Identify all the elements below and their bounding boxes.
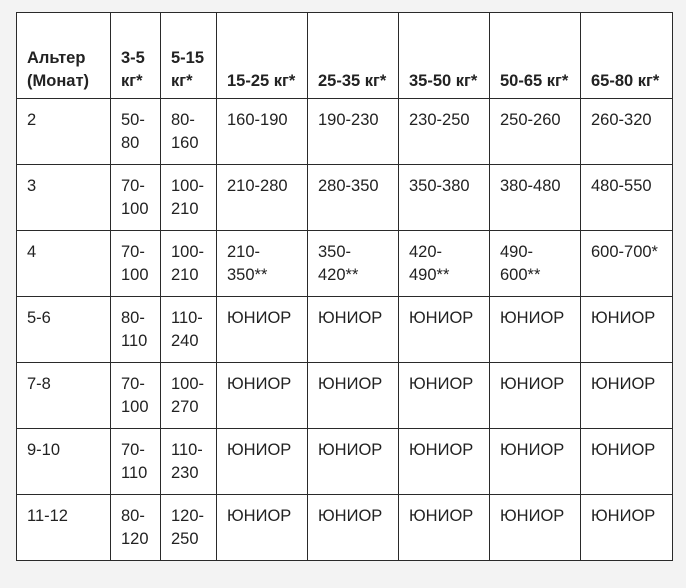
table-cell: 4 — [17, 231, 111, 297]
table-cell: 420-490** — [399, 231, 490, 297]
table-cell: ЮНИОР — [399, 363, 490, 429]
table-row — [17, 231, 673, 297]
header-cell-5-15: 5-15 кг* — [161, 13, 217, 99]
table-cell: ЮНИОР — [581, 297, 673, 363]
table-cell: ЮНИОР — [399, 495, 490, 561]
table-row — [17, 99, 673, 165]
table-cell: ЮНИОР — [308, 495, 399, 561]
table-cell: 100-270 — [161, 363, 217, 429]
table-cell: 490-600** — [490, 231, 581, 297]
table-row — [17, 495, 673, 561]
table-cell: 80-160 — [161, 99, 217, 165]
table-row — [17, 429, 673, 495]
table-cell: 70-100 — [111, 363, 161, 429]
table-cell: 70-110 — [111, 429, 161, 495]
table-cell: 250-260 — [490, 99, 581, 165]
table-cell: 100-210 — [161, 231, 217, 297]
header-row — [17, 13, 673, 99]
table-cell: ЮНИОР — [581, 363, 673, 429]
table-cell: 160-190 — [217, 99, 308, 165]
table-cell: ЮНИОР — [581, 495, 673, 561]
table-row — [17, 165, 673, 231]
table-cell: 110-230 — [161, 429, 217, 495]
table-cell: 100-210 — [161, 165, 217, 231]
table-cell: ЮНИОР — [308, 297, 399, 363]
table-row — [17, 363, 673, 429]
table-cell: 260-320 — [581, 99, 673, 165]
table-cell: 70-100 — [111, 231, 161, 297]
table-cell: 230-250 — [399, 99, 490, 165]
header-cell-50-65: 50-65 кг* — [490, 13, 581, 99]
table-cell: ЮНИОР — [490, 429, 581, 495]
table-cell: ЮНИОР — [399, 297, 490, 363]
table-cell: ЮНИОР — [581, 429, 673, 495]
table-cell: 80-120 — [111, 495, 161, 561]
table-cell: 210-280 — [217, 165, 308, 231]
table-cell: 380-480 — [490, 165, 581, 231]
table-cell: ЮНИОР — [490, 495, 581, 561]
table-cell: 210-350** — [217, 231, 308, 297]
table-cell: 120-250 — [161, 495, 217, 561]
feeding-table — [16, 12, 673, 561]
table-cell: 80-110 — [111, 297, 161, 363]
table-cell: ЮНИОР — [217, 297, 308, 363]
table-cell: 280-350 — [308, 165, 399, 231]
table-cell: ЮНИОР — [308, 429, 399, 495]
table-cell: 110-240 — [161, 297, 217, 363]
table-cell: 190-230 — [308, 99, 399, 165]
table-cell: ЮНИОР — [217, 495, 308, 561]
table-cell: ЮНИОР — [399, 429, 490, 495]
table-row — [17, 297, 673, 363]
table-cell: ЮНИОР — [490, 363, 581, 429]
header-cell-15-25: 15-25 кг* — [217, 13, 308, 99]
table-cell: 9-10 — [17, 429, 111, 495]
table-cell: 3 — [17, 165, 111, 231]
table-cell: 350-380 — [399, 165, 490, 231]
header-cell-35-50: 35-50 кг* — [399, 13, 490, 99]
table-cell: 5-6 — [17, 297, 111, 363]
table-cell: ЮНИОР — [308, 363, 399, 429]
table-cell: 70-100 — [111, 165, 161, 231]
table-cell: 2 — [17, 99, 111, 165]
table-cell: 480-550 — [581, 165, 673, 231]
table-cell: 11-12 — [17, 495, 111, 561]
header-cell-25-35: 25-35 кг* — [308, 13, 399, 99]
table-cell: 50-80 — [111, 99, 161, 165]
table-cell: 350-420** — [308, 231, 399, 297]
header-cell-age: Альтер (Монат) — [17, 13, 111, 99]
table-cell: 7-8 — [17, 363, 111, 429]
header-cell-65-80: 65-80 кг* — [581, 13, 673, 99]
table-cell: ЮНИОР — [217, 363, 308, 429]
table-cell: ЮНИОР — [490, 297, 581, 363]
table-cell: ЮНИОР — [217, 429, 308, 495]
table-cell: 600-700* — [581, 231, 673, 297]
header-cell-3-5: 3-5 кг* — [111, 13, 161, 99]
